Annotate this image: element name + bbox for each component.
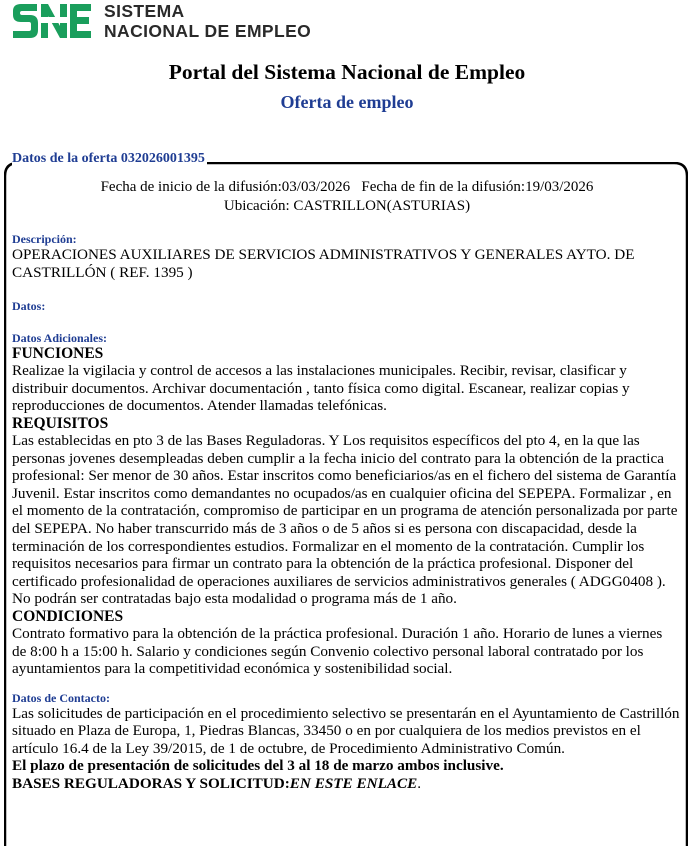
offer-dates: Fecha de inicio de la difusión:03/03/2026 Fecha de fin de la difusión:19/03/2026 <box>100 179 594 195</box>
condiciones-text: Contrato formativo para la obtención de la práctica profesional. Duración 1 año. Horario de lunes a viernes de 8:00 h a 15:00 h. Salario y condiciones según Convenio colectivo personal laboral contratado por los ayuntamientos para la competitividad económica y sostenibilidad social. <box>12 624 663 678</box>
requisitos-text: Las establecidas en pto 3 de las Bases Reguladoras. Y Los requisitos específicos del pto 4, en la que las personas jovenes desempleadas deben cumplir a la fecha inicio del contrato para la obtención de la practica profesional: Ser menor de 30 años. Estar inscritos como beneficiarios/as en el fichero del sistema de Garantía Juvenil. Estar inscritos como demandantes no ocupados/as en cualquier oficina del SEPEPA. Formalizar , en el momento de la contratación, compromiso de participar en un programa de atención personalizada por parte del SEPEPA. No haber transcurrido más de 3 años o de 5 años si es persona con discapacidad, desde la terminación de los correspondientes estudios. Formalizar en el momento de la contratación. Cumplir los requisitos necesarios para firmar un contrato para la obtención de la práctica profesional. Disponer del certificado profesionalidad de operaciones auxiliares de servicios administrativos generales ( ADGG0408 ). No podrán ser contratadas bajo esta modalidad o programa más de 1 año. <box>12 431 678 608</box>
plazo-text: El plazo de presentación de solicitudes del 3 al 18 de marzo ambos inclusive. <box>12 757 504 775</box>
funciones-title: FUNCIONES <box>12 345 104 363</box>
condiciones-title: CONDICIONES <box>12 607 124 625</box>
page-title: Portal del Sistema Nacional de Empleo <box>168 60 526 84</box>
contacto-text: Las solicitudes de participación en el procedimiento selectivo se presentarán en el Ayuntamiento de Castrillón situado en Plaza de Europa, 1, Piedras Blancas, 33450 o en por cualquiera de los medios previstos en el artículo 16.4 de la Ley 39/2015, de 1 de octubre, de Procedimiento Administrativo Común. <box>12 704 680 757</box>
bases-prefix: BASES REGULADORAS Y SOLICITUD: <box>12 775 290 793</box>
brand-line-2: NACIONAL DE EMPLEO <box>104 21 312 41</box>
brand-text <box>104 1 311 41</box>
descripcion-label: Descripción: <box>12 232 77 246</box>
page-subtitle: Oferta de empleo <box>280 92 414 112</box>
bases-suffix: . <box>417 775 422 793</box>
descripcion-text: OPERACIONES AUXILIARES DE SERVICIOS ADMINISTRATIVOS Y GENERALES AYTO. DE CASTRILLÓN ( REF. 1395 ) <box>12 246 635 281</box>
requisitos-title: REQUISITOS <box>12 414 109 432</box>
offer-location: Ubicación: CASTRILLON(ASTURIAS) <box>223 198 471 214</box>
funciones-text: Realizae la vigilacia y control de accesos a las instalaciones municipales. Recibir, revisar, clasificar y distribuir documentos. Archivar documentación , tanto física como digital. Escanear, realizar copias y reproducciones de documentos. Atender llamadas telefónicas. <box>12 362 630 415</box>
bases-link[interactable]: EN ESTE ENLACE <box>289 775 418 793</box>
datos-adicionales-label: Datos Adicionales: <box>12 331 108 346</box>
contacto-label: Datos de Contacto: <box>12 690 110 705</box>
offer-content <box>12 233 680 793</box>
offer-dates-block <box>0 178 694 216</box>
bases-line <box>12 775 680 793</box>
datos-label: Datos: <box>12 299 46 314</box>
offer-label: Datos de la oferta 032026001395 <box>12 151 205 166</box>
sne-logo <box>11 2 93 40</box>
brand-line-1: SISTEMA <box>104 1 185 21</box>
